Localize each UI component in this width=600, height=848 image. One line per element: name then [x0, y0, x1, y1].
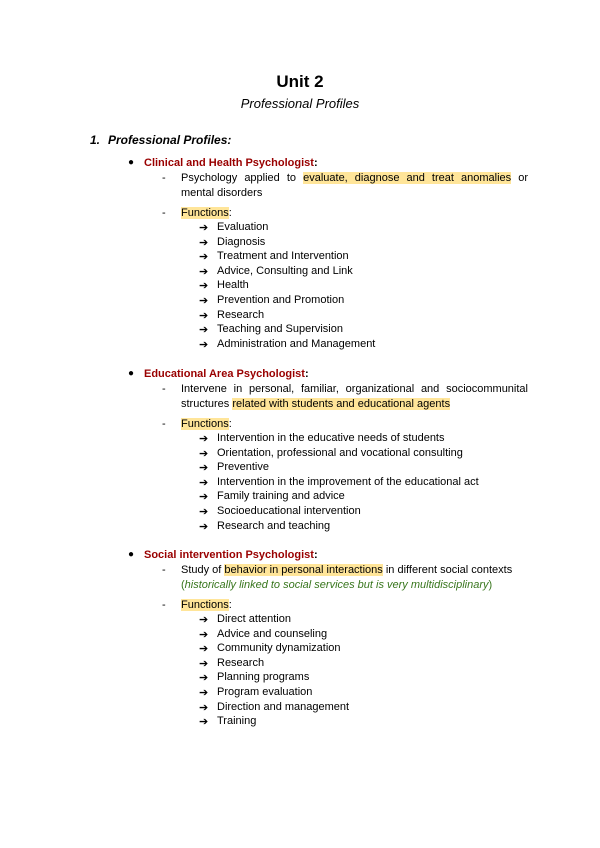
arrow-icon: ➔	[199, 310, 209, 322]
arrow-icon: ➔	[199, 687, 209, 699]
function-item: Direct attention	[217, 613, 291, 625]
bullet-icon: ●	[128, 549, 135, 560]
arrow-icon: ➔	[199, 521, 209, 533]
function-item: Diagnosis	[217, 236, 266, 248]
profile-note: (historically linked to social services but is very multidisciplinary)	[181, 579, 493, 591]
arrow-icon: ➔	[199, 237, 209, 249]
arrow-icon: ➔	[199, 506, 209, 518]
function-item: Training	[217, 715, 257, 727]
heading-number: 1.	[90, 133, 101, 147]
function-item: Evaluation	[217, 221, 269, 233]
function-item: Socioeducational intervention	[217, 505, 361, 517]
function-item: Research and teaching	[217, 520, 331, 532]
dash-icon: -	[162, 207, 166, 219]
arrow-icon: ➔	[199, 324, 209, 336]
function-item: Advice and counseling	[217, 628, 328, 640]
function-item: Health	[217, 279, 249, 291]
dash-icon: -	[162, 418, 166, 430]
arrow-icon: ➔	[199, 658, 209, 670]
section-heading	[90, 133, 231, 147]
bullet-icon: ●	[128, 368, 135, 379]
function-item: Orientation, professional and vocational consulting	[217, 447, 463, 459]
page-subtitle: Professional Profiles	[240, 96, 360, 111]
profile-description: Psychology applied to evaluate, diagnose and treat anomalies or mental disorders	[181, 172, 528, 199]
profile-description: Study of behavior in personal interactions in different social contexts (historically linked to social services but is very multidisciplinary)	[181, 564, 513, 591]
function-item: Prevention and Promotion	[217, 294, 345, 306]
dash-icon: -	[162, 599, 166, 611]
bullet-icon: ●	[128, 157, 135, 168]
function-item: Intervention in the improvement of the educational act	[217, 476, 479, 488]
arrow-icon: ➔	[199, 477, 209, 489]
function-item: Research	[217, 657, 265, 669]
arrow-icon: ➔	[199, 491, 209, 503]
profile-title: Educational Area Psychologist:	[144, 368, 309, 380]
arrow-icon: ➔	[199, 433, 209, 445]
arrow-icon: ➔	[199, 280, 209, 292]
profile-title: Clinical and Health Psychologist:	[144, 157, 318, 169]
dash-icon: -	[162, 383, 166, 395]
function-item: Intervention in the educative needs of students	[217, 432, 445, 444]
functions-label: Functions:	[181, 599, 232, 611]
profile-description: Intervene in personal, familiar, organizational and sociocommunital structures related with students and educational agents	[181, 383, 528, 410]
arrow-icon: ➔	[199, 266, 209, 278]
arrow-icon: ➔	[199, 448, 209, 460]
function-item: Community dynamization	[217, 642, 341, 654]
arrow-icon: ➔	[199, 222, 209, 234]
heading-text: Professional Profiles:	[108, 133, 232, 147]
arrow-icon: ➔	[199, 251, 209, 263]
arrow-icon: ➔	[199, 339, 209, 351]
function-item: Treatment and Intervention	[217, 250, 349, 262]
function-item: Administration and Management	[217, 338, 376, 350]
function-item: Program evaluation	[217, 686, 313, 698]
profile-title: Social intervention Psychologist:	[144, 549, 318, 561]
function-item: Research	[217, 309, 265, 321]
arrow-icon: ➔	[199, 702, 209, 714]
functions-label: Functions:	[181, 207, 232, 219]
arrow-icon: ➔	[199, 672, 209, 684]
function-item: Advice, Consulting and Link	[217, 265, 353, 277]
dash-icon: -	[162, 172, 166, 184]
arrow-icon: ➔	[199, 295, 209, 307]
arrow-icon: ➔	[199, 462, 209, 474]
arrow-icon: ➔	[199, 716, 209, 728]
arrow-icon: ➔	[199, 643, 209, 655]
dash-icon: -	[162, 564, 166, 576]
function-item: Family training and advice	[217, 490, 345, 502]
function-item: Teaching and Supervision	[217, 323, 343, 335]
functions-label: Functions:	[181, 418, 232, 430]
arrow-icon: ➔	[199, 614, 209, 626]
page-title: Unit 2	[276, 72, 324, 91]
function-item: Direction and management	[217, 701, 350, 713]
arrow-icon: ➔	[199, 629, 209, 641]
function-item: Planning programs	[217, 671, 310, 683]
function-item: Preventive	[217, 461, 269, 473]
